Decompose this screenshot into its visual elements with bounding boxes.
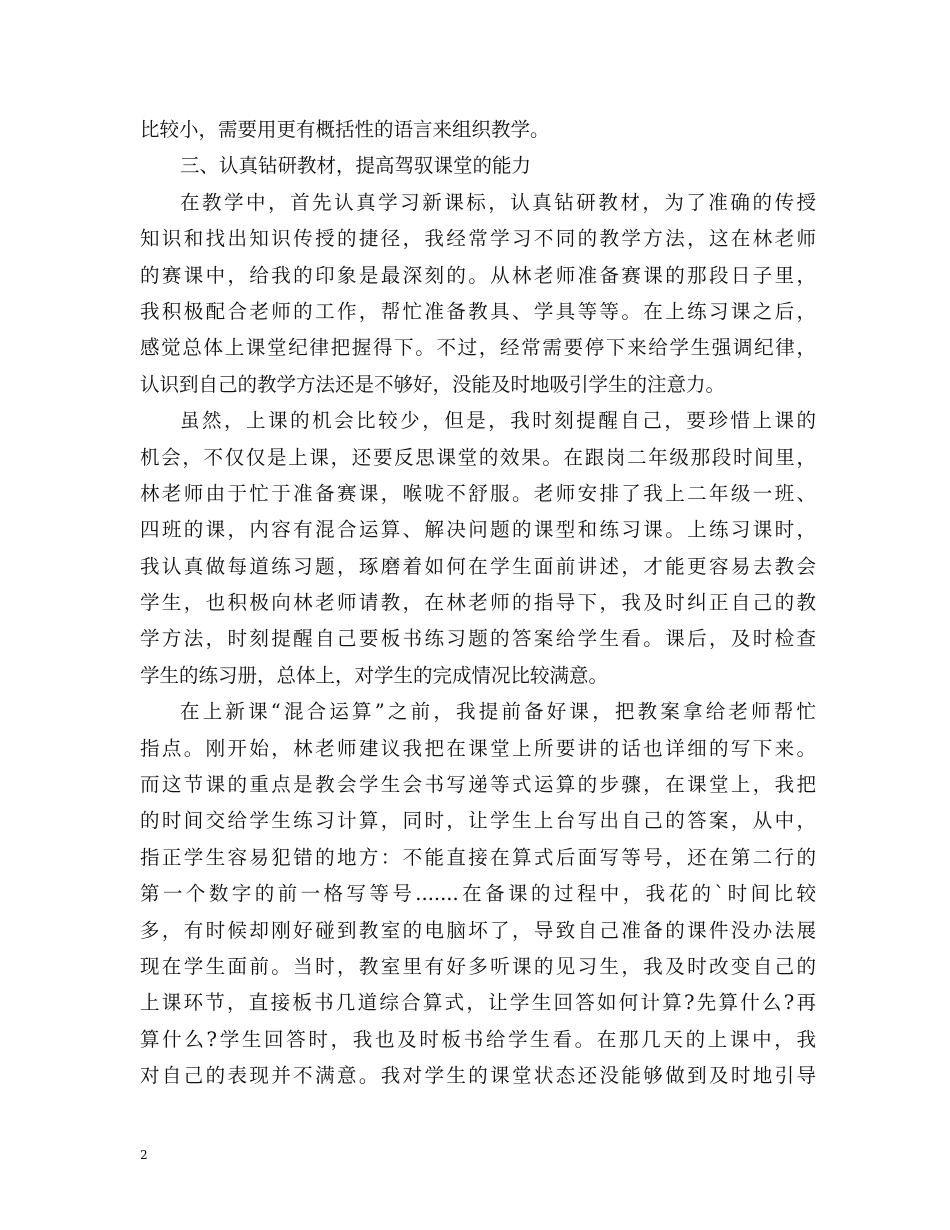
text-line: 对自己的表现并不满意。我对学生的课堂状态还没能够做到及时地引导 bbox=[140, 1064, 816, 1088]
text-line: 三、认真钻研教材，提高驾驭课堂的能力 bbox=[180, 154, 532, 178]
text-line: 学方法，时刻提醒自己要板书练习题的答案给学生看。课后，及时检查 bbox=[140, 627, 816, 651]
text-line: 比较小，需要用更有概括性的语言来组织教学。 bbox=[140, 118, 550, 141]
text-line: 第一个数字的前一格写等号.......在备课的过程中，我花的`时间比较 bbox=[140, 882, 816, 906]
text-line: 林老师由于忙于准备赛课，喉咙不舒服。老师安排了我上二年级一班、 bbox=[140, 481, 816, 505]
text-line: 上课环节，直接板书几道综合算式，让学生回答如何计算?先算什么?再 bbox=[140, 991, 816, 1015]
text-line: 四班的课，内容有混合运算、解决问题的课型和练习课。上练习课时， bbox=[140, 518, 816, 542]
text-line: 学生，也积极向林老师请教，在林老师的指导下，我及时纠正自己的教 bbox=[140, 591, 816, 615]
text-line: 我积极配合老师的工作，帮忙准备教具、学具等等。在上练习课之后， bbox=[140, 299, 816, 323]
text-line: 虽然，上课的机会比较少，但是，我时刻提醒自己，要珍惜上课的 bbox=[180, 409, 816, 433]
text-line: 认识到自己的教学方法还是不够好，没能及时地吸引学生的注意力。 bbox=[140, 372, 726, 396]
text-line: 而这节课的重点是教会学生会书写递等式运算的步骤，在课堂上，我把 bbox=[140, 773, 816, 797]
body-text bbox=[140, 112, 816, 1095]
text-line: 机会，不仅仅是上课，还要反思课堂的效果。在跟岗二年级那段时间里， bbox=[140, 445, 816, 469]
text-line: 知识和找出知识传授的捷径，我经常学习不同的教学方法，这在林老师 bbox=[140, 227, 816, 251]
text-line: 算什么?学生回答时，我也及时板书给学生看。在那几天的上课中，我 bbox=[140, 1027, 816, 1051]
text-line: 的赛课中，给我的印象是最深刻的。从林老师准备赛课的那段日子里， bbox=[140, 263, 816, 287]
text-line: 在上新课“混合运算”之前，我提前备好课，把教案拿给老师帮忙 bbox=[180, 700, 816, 724]
text-line: 学生的练习册，总体上，对学生的完成情况比较满意。 bbox=[140, 663, 609, 687]
text-line: 现在学生面前。当时，教室里有好多听课的见习生，我及时改变自己的 bbox=[140, 954, 816, 978]
text-line: 多，有时候却刚好碰到教室的电脑坏了，导致自己准备的课件没办法展 bbox=[140, 918, 816, 942]
text-line: 指正学生容易犯错的地方：不能直接在算式后面写等号，还在第二行的 bbox=[140, 845, 816, 869]
text-line: 我认真做每道练习题，琢磨着如何在学生面前讲述，才能更容易去教会 bbox=[140, 554, 816, 578]
page-number: 2 bbox=[140, 1148, 148, 1162]
text-line: 感觉总体上课堂纪律把握得下。不过，经常需要停下来给学生强调纪律， bbox=[140, 336, 816, 360]
text-line: 的时间交给学生练习计算，同时，让学生上台写出自己的答案，从中， bbox=[140, 809, 816, 833]
text-line: 在教学中，首先认真学习新课标，认真钻研教材，为了准确的传授 bbox=[180, 190, 816, 214]
text-line: 指点。刚开始，林老师建议我把在课堂上所要讲的话也详细的写下来。 bbox=[140, 736, 816, 760]
